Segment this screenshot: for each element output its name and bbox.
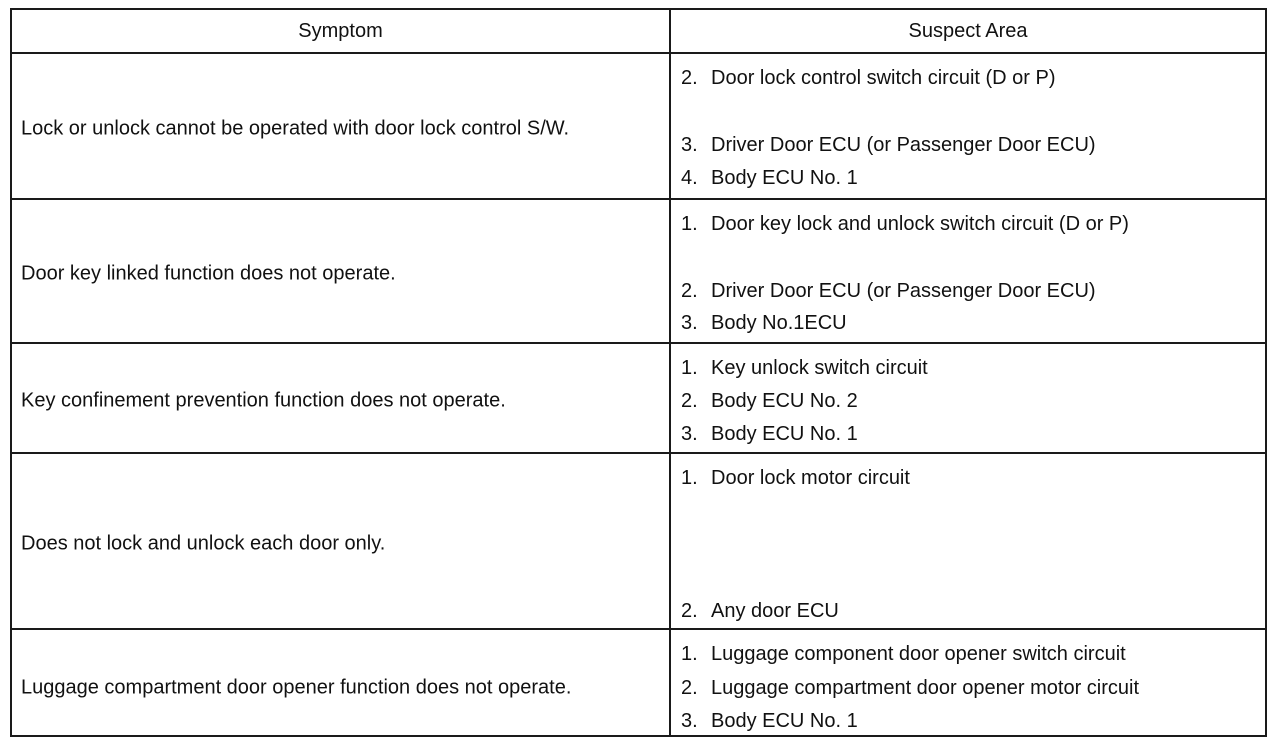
suspect-item-number: 2. [681, 67, 698, 89]
suspect-item [681, 599, 839, 623]
suspect-item [681, 466, 910, 490]
suspect-item [681, 311, 847, 335]
header-symptom: Symptom [298, 19, 383, 42]
symptom-text: Door key linked function does not operate. [21, 262, 396, 285]
table-row [12, 342, 1265, 452]
symptom-text: Luggage compartment door opener function does not operate. [21, 676, 572, 699]
suspect-item [681, 279, 1096, 303]
symptom-cell [12, 630, 669, 735]
suspect-item-number: 1. [681, 213, 698, 235]
suspect-item-text: Body ECU No. 1 [711, 423, 858, 445]
table-row [12, 198, 1265, 342]
troubleshooting-table [10, 8, 1267, 737]
symptom-text: Key confinement prevention function does not operate. [21, 389, 506, 412]
suspect-item-text: Body No.1ECU [711, 312, 847, 334]
suspect-item [681, 133, 1096, 157]
suspect-item-number: 3. [681, 423, 698, 445]
suspect-item-number: 4. [681, 167, 698, 189]
suspect-area-cell [669, 454, 1265, 628]
suspect-item [681, 709, 858, 733]
suspect-item-number: 1. [681, 357, 698, 379]
symptom-cell [12, 454, 669, 628]
symptom-text: Lock or unlock cannot be operated with door lock control S/W. [21, 117, 570, 140]
table-row [12, 452, 1265, 628]
table-row [12, 628, 1265, 735]
suspect-item-text: Door lock motor circuit [711, 467, 910, 489]
suspect-item-text: Luggage compartment door opener motor circuit [711, 677, 1140, 699]
suspect-item-number: 2. [681, 600, 698, 622]
suspect-item-number: 1. [681, 467, 698, 489]
suspect-item [681, 356, 928, 380]
header-suspect-area: Suspect Area [669, 10, 1265, 52]
suspect-item-text: Door key lock and unlock switch circuit (D or P) [711, 213, 1129, 235]
suspect-item-text: Driver Door ECU (or Passenger Door ECU) [711, 134, 1096, 156]
suspect-item [681, 66, 1056, 90]
symptom-cell [12, 200, 669, 342]
suspect-item-text: Body ECU No. 2 [711, 390, 858, 412]
table-header-row [12, 10, 1265, 52]
suspect-item [681, 642, 1126, 666]
suspect-item-text: Driver Door ECU (or Passenger Door ECU) [711, 280, 1096, 302]
symptom-text: Does not lock and unlock each door only. [21, 532, 386, 555]
symptom-cell [12, 344, 669, 452]
suspect-item-text: Door lock control switch circuit (D or P) [711, 67, 1056, 89]
suspect-item-number: 1. [681, 643, 698, 665]
suspect-item [681, 676, 1139, 700]
suspect-item [681, 422, 858, 446]
suspect-item [681, 166, 858, 190]
suspect-item-text: Luggage component door opener switch circuit [711, 643, 1126, 665]
suspect-area-cell [669, 630, 1265, 735]
symptom-cell [12, 54, 669, 198]
suspect-area-cell [669, 344, 1265, 452]
suspect-item-number: 3. [681, 710, 698, 732]
suspect-item-number: 3. [681, 134, 698, 156]
suspect-item-number: 3. [681, 312, 698, 334]
suspect-item-text: Any door ECU [711, 600, 839, 622]
suspect-item-number: 2. [681, 280, 698, 302]
suspect-item-number: 2. [681, 677, 698, 699]
suspect-item-number: 2. [681, 390, 698, 412]
suspect-item [681, 389, 858, 413]
table-row [12, 52, 1265, 198]
suspect-item [681, 212, 1129, 236]
suspect-item-text: Body ECU No. 1 [711, 167, 858, 189]
suspect-item-text: Key unlock switch circuit [711, 357, 928, 379]
suspect-area-cell [669, 200, 1265, 342]
suspect-area-cell [669, 54, 1265, 198]
suspect-item-text: Body ECU No. 1 [711, 710, 858, 732]
